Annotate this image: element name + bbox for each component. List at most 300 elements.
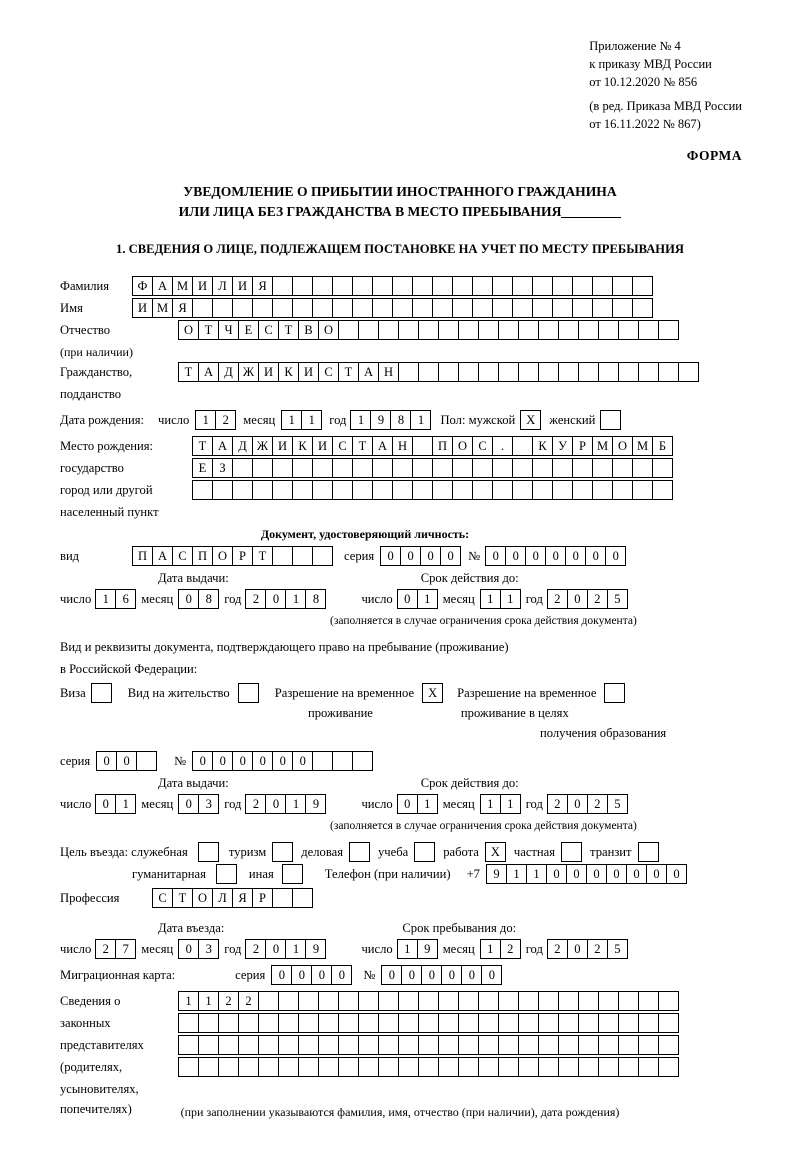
birth-year-cells[interactable]: [350, 410, 430, 430]
form-cell[interactable]: [278, 1035, 299, 1055]
form-cell[interactable]: 0: [565, 546, 586, 566]
form-cell[interactable]: [258, 1057, 279, 1077]
form-cell[interactable]: [558, 362, 579, 382]
form-cell[interactable]: [498, 362, 519, 382]
form-cell[interactable]: М: [632, 436, 653, 456]
form-cell[interactable]: 0: [252, 751, 273, 771]
form-cell[interactable]: 5: [607, 939, 628, 959]
form-cell[interactable]: 1: [480, 794, 501, 814]
form-cell[interactable]: [392, 298, 413, 318]
surname-cells[interactable]: [132, 276, 652, 296]
form-cell[interactable]: 3: [198, 794, 219, 814]
form-cell[interactable]: [418, 991, 439, 1011]
form-cell[interactable]: [332, 480, 353, 500]
form-cell[interactable]: [618, 320, 639, 340]
doc-series-cells[interactable]: [380, 546, 460, 566]
form-cell[interactable]: [532, 458, 553, 478]
form-cell[interactable]: С: [152, 888, 173, 908]
form-cell[interactable]: Н: [378, 362, 399, 382]
form-cell[interactable]: [352, 276, 373, 296]
checkbox-purpose-tourism[interactable]: [272, 842, 293, 862]
form-cell[interactable]: [352, 480, 373, 500]
form-cell[interactable]: 1: [95, 589, 116, 609]
form-cell[interactable]: 2: [238, 991, 259, 1011]
form-cell[interactable]: [478, 362, 499, 382]
form-cell[interactable]: [292, 888, 313, 908]
checkbox-purpose-transit[interactable]: [638, 842, 659, 862]
form-cell[interactable]: [418, 320, 439, 340]
form-cell[interactable]: [338, 320, 359, 340]
form-cell[interactable]: [352, 298, 373, 318]
form-cell[interactable]: И: [312, 436, 333, 456]
form-cell[interactable]: [618, 362, 639, 382]
form-cell[interactable]: [278, 1057, 299, 1077]
form-cell[interactable]: [378, 991, 399, 1011]
form-cell[interactable]: 2: [245, 794, 266, 814]
form-cell[interactable]: 0: [311, 965, 332, 985]
form-cell[interactable]: 5: [607, 589, 628, 609]
form-cell[interactable]: Л: [212, 888, 233, 908]
form-cell[interactable]: [598, 1035, 619, 1055]
stay-issue-month-cells[interactable]: [178, 794, 218, 814]
form-cell[interactable]: [438, 320, 459, 340]
form-cell[interactable]: [558, 320, 579, 340]
form-cell[interactable]: 2: [245, 589, 266, 609]
form-cell[interactable]: [518, 362, 539, 382]
form-cell[interactable]: 1: [417, 794, 438, 814]
stay-valid-day-cells[interactable]: [397, 794, 437, 814]
form-cell[interactable]: А: [358, 362, 379, 382]
form-cell[interactable]: [232, 480, 253, 500]
form-cell[interactable]: 0: [585, 546, 606, 566]
form-cell[interactable]: 1: [285, 589, 306, 609]
form-cell[interactable]: [518, 1013, 539, 1033]
form-cell[interactable]: [478, 1035, 499, 1055]
form-cell[interactable]: Я: [172, 298, 193, 318]
form-cell[interactable]: 0: [546, 864, 567, 884]
form-cell[interactable]: [652, 458, 673, 478]
form-cell[interactable]: [538, 1035, 559, 1055]
form-cell[interactable]: [632, 458, 653, 478]
legal-row-2-cells[interactable]: [178, 1013, 678, 1033]
form-cell[interactable]: 0: [567, 939, 588, 959]
doc-valid-year-cells[interactable]: [547, 589, 627, 609]
patronymic-cells[interactable]: [178, 320, 678, 340]
form-cell[interactable]: [298, 1013, 319, 1033]
form-cell[interactable]: [272, 480, 293, 500]
form-cell[interactable]: [638, 320, 659, 340]
form-cell[interactable]: 0: [420, 546, 441, 566]
form-cell[interactable]: 2: [547, 939, 568, 959]
birth-place-row-1-cells[interactable]: [192, 436, 672, 456]
form-cell[interactable]: Н: [392, 436, 413, 456]
checkbox-purpose-service[interactable]: [198, 842, 219, 862]
form-cell[interactable]: [552, 480, 573, 500]
form-cell[interactable]: [572, 276, 593, 296]
form-cell[interactable]: [492, 458, 513, 478]
form-cell[interactable]: [338, 1013, 359, 1033]
form-cell[interactable]: [392, 480, 413, 500]
form-cell[interactable]: [618, 991, 639, 1011]
form-cell[interactable]: [472, 458, 493, 478]
form-cell[interactable]: 0: [95, 794, 116, 814]
form-cell[interactable]: 0: [380, 546, 401, 566]
form-cell[interactable]: 6: [115, 589, 136, 609]
form-cell[interactable]: [392, 458, 413, 478]
form-cell[interactable]: [238, 1035, 259, 1055]
stay-number-cells[interactable]: [192, 751, 372, 771]
form-cell[interactable]: 1: [195, 410, 216, 430]
form-cell[interactable]: Ж: [252, 436, 273, 456]
form-cell[interactable]: [638, 1057, 659, 1077]
doc-valid-month-cells[interactable]: [480, 589, 520, 609]
form-cell[interactable]: [458, 320, 479, 340]
form-cell[interactable]: З: [212, 458, 233, 478]
form-cell[interactable]: И: [298, 362, 319, 382]
form-cell[interactable]: 0: [461, 965, 482, 985]
form-cell[interactable]: [552, 298, 573, 318]
form-cell[interactable]: О: [192, 888, 213, 908]
form-cell[interactable]: [652, 480, 673, 500]
form-cell[interactable]: М: [592, 436, 613, 456]
form-cell[interactable]: [538, 1057, 559, 1077]
form-cell[interactable]: [398, 1035, 419, 1055]
form-cell[interactable]: [592, 458, 613, 478]
form-cell[interactable]: К: [278, 362, 299, 382]
form-cell[interactable]: [658, 320, 679, 340]
form-cell[interactable]: [438, 362, 459, 382]
form-cell[interactable]: 0: [178, 939, 199, 959]
form-cell[interactable]: 1: [480, 589, 501, 609]
form-cell[interactable]: [136, 751, 157, 771]
form-cell[interactable]: 2: [95, 939, 116, 959]
form-cell[interactable]: [398, 362, 419, 382]
form-cell[interactable]: Я: [232, 888, 253, 908]
form-cell[interactable]: [452, 276, 473, 296]
form-cell[interactable]: [498, 1057, 519, 1077]
stay-until-day-cells[interactable]: [397, 939, 437, 959]
form-cell[interactable]: [178, 1013, 199, 1033]
form-cell[interactable]: 0: [606, 864, 627, 884]
form-cell[interactable]: 0: [381, 965, 402, 985]
form-cell[interactable]: Ч: [218, 320, 239, 340]
form-cell[interactable]: [512, 298, 533, 318]
form-cell[interactable]: 0: [265, 589, 286, 609]
form-cell[interactable]: 1: [526, 864, 547, 884]
form-cell[interactable]: [598, 1013, 619, 1033]
form-cell[interactable]: 0: [116, 751, 137, 771]
form-cell[interactable]: А: [198, 362, 219, 382]
form-cell[interactable]: [318, 991, 339, 1011]
form-cell[interactable]: 0: [232, 751, 253, 771]
form-cell[interactable]: У: [552, 436, 573, 456]
stay-valid-month-cells[interactable]: [480, 794, 520, 814]
form-cell[interactable]: [398, 1057, 419, 1077]
form-cell[interactable]: [412, 458, 433, 478]
form-cell[interactable]: 9: [305, 939, 326, 959]
form-cell[interactable]: 1: [500, 794, 521, 814]
checkbox-purpose-private[interactable]: [561, 842, 582, 862]
form-cell[interactable]: [372, 276, 393, 296]
form-cell[interactable]: [558, 991, 579, 1011]
form-cell[interactable]: [598, 991, 619, 1011]
form-cell[interactable]: Я: [252, 276, 273, 296]
form-cell[interactable]: [292, 298, 313, 318]
phone-cells[interactable]: [486, 864, 686, 884]
form-cell[interactable]: [478, 1057, 499, 1077]
form-cell[interactable]: [578, 320, 599, 340]
form-cell[interactable]: [332, 298, 353, 318]
form-cell[interactable]: [352, 751, 373, 771]
form-cell[interactable]: [532, 480, 553, 500]
form-cell[interactable]: [198, 1035, 219, 1055]
form-cell[interactable]: [512, 458, 533, 478]
form-cell[interactable]: 0: [265, 939, 286, 959]
form-cell[interactable]: [512, 480, 533, 500]
form-cell[interactable]: [418, 1013, 439, 1033]
form-cell[interactable]: [412, 436, 433, 456]
form-cell[interactable]: 0: [525, 546, 546, 566]
form-cell[interactable]: К: [292, 436, 313, 456]
form-cell[interactable]: 9: [370, 410, 391, 430]
form-cell[interactable]: [472, 276, 493, 296]
form-cell[interactable]: 2: [218, 991, 239, 1011]
form-cell[interactable]: Б: [652, 436, 673, 456]
form-cell[interactable]: [418, 1035, 439, 1055]
checkbox-purpose-work[interactable]: Х: [485, 842, 506, 862]
doc-valid-day-cells[interactable]: [397, 589, 437, 609]
form-cell[interactable]: Ф: [132, 276, 153, 296]
form-cell[interactable]: [572, 480, 593, 500]
form-cell[interactable]: [658, 991, 679, 1011]
checkbox-purpose-humanitarian[interactable]: [216, 864, 237, 884]
form-cell[interactable]: 0: [192, 751, 213, 771]
form-cell[interactable]: 0: [505, 546, 526, 566]
form-cell[interactable]: 0: [265, 794, 286, 814]
form-cell[interactable]: [298, 1035, 319, 1055]
name-cells[interactable]: [132, 298, 652, 318]
form-cell[interactable]: [578, 362, 599, 382]
form-cell[interactable]: 0: [400, 546, 421, 566]
form-cell[interactable]: [358, 1013, 379, 1033]
form-cell[interactable]: С: [258, 320, 279, 340]
form-cell[interactable]: [572, 298, 593, 318]
form-cell[interactable]: И: [258, 362, 279, 382]
form-cell[interactable]: [518, 320, 539, 340]
form-cell[interactable]: 0: [440, 546, 461, 566]
mig-number-cells[interactable]: [381, 965, 501, 985]
form-cell[interactable]: 2: [587, 794, 608, 814]
form-cell[interactable]: [232, 298, 253, 318]
stay-issue-year-cells[interactable]: [245, 794, 325, 814]
form-cell[interactable]: 8: [390, 410, 411, 430]
form-cell[interactable]: Ж: [238, 362, 259, 382]
form-cell[interactable]: 7: [115, 939, 136, 959]
form-cell[interactable]: П: [432, 436, 453, 456]
form-cell[interactable]: [578, 1035, 599, 1055]
form-cell[interactable]: [592, 298, 613, 318]
form-cell[interactable]: 0: [178, 794, 199, 814]
form-cell[interactable]: И: [272, 436, 293, 456]
form-cell[interactable]: [612, 298, 633, 318]
form-cell[interactable]: [372, 458, 393, 478]
birth-day-cells[interactable]: [195, 410, 235, 430]
form-cell[interactable]: 1: [480, 939, 501, 959]
form-cell[interactable]: Т: [192, 436, 213, 456]
form-cell[interactable]: [558, 1013, 579, 1033]
form-cell[interactable]: [338, 1035, 359, 1055]
form-cell[interactable]: [498, 1035, 519, 1055]
form-cell[interactable]: Р: [572, 436, 593, 456]
form-cell[interactable]: 2: [547, 589, 568, 609]
form-cell[interactable]: 2: [587, 589, 608, 609]
form-cell[interactable]: [452, 298, 473, 318]
form-cell[interactable]: [492, 298, 513, 318]
form-cell[interactable]: Т: [352, 436, 373, 456]
form-cell[interactable]: 0: [331, 965, 352, 985]
form-cell[interactable]: [412, 276, 433, 296]
form-cell[interactable]: [498, 991, 519, 1011]
form-cell[interactable]: [658, 1035, 679, 1055]
form-cell[interactable]: [252, 480, 273, 500]
form-cell[interactable]: [432, 298, 453, 318]
stay-until-month-cells[interactable]: [480, 939, 520, 959]
form-cell[interactable]: [532, 276, 553, 296]
form-cell[interactable]: О: [318, 320, 339, 340]
form-cell[interactable]: 0: [481, 965, 502, 985]
stay-valid-year-cells[interactable]: [547, 794, 627, 814]
form-cell[interactable]: [558, 1035, 579, 1055]
form-cell[interactable]: 1: [410, 410, 431, 430]
form-cell[interactable]: [552, 276, 573, 296]
form-cell[interactable]: [312, 751, 333, 771]
form-cell[interactable]: [478, 991, 499, 1011]
form-cell[interactable]: .: [492, 436, 513, 456]
form-cell[interactable]: [538, 320, 559, 340]
form-cell[interactable]: [452, 480, 473, 500]
form-cell[interactable]: 0: [666, 864, 687, 884]
form-cell[interactable]: [238, 1057, 259, 1077]
form-cell[interactable]: [658, 1057, 679, 1077]
checkbox-purpose-study[interactable]: [414, 842, 435, 862]
form-cell[interactable]: 2: [587, 939, 608, 959]
form-cell[interactable]: [658, 1013, 679, 1033]
form-cell[interactable]: А: [212, 436, 233, 456]
form-cell[interactable]: 1: [281, 410, 302, 430]
form-cell[interactable]: [632, 480, 653, 500]
form-cell[interactable]: [218, 1013, 239, 1033]
form-cell[interactable]: [272, 276, 293, 296]
form-cell[interactable]: [458, 1057, 479, 1077]
form-cell[interactable]: [618, 1057, 639, 1077]
form-cell[interactable]: С: [472, 436, 493, 456]
form-cell[interactable]: П: [192, 546, 213, 566]
form-cell[interactable]: [518, 991, 539, 1011]
form-cell[interactable]: 0: [178, 589, 199, 609]
form-cell[interactable]: Р: [252, 888, 273, 908]
form-cell[interactable]: [278, 991, 299, 1011]
form-cell[interactable]: [412, 298, 433, 318]
form-cell[interactable]: 0: [291, 965, 312, 985]
form-cell[interactable]: [272, 888, 293, 908]
form-cell[interactable]: [532, 298, 553, 318]
form-cell[interactable]: [212, 298, 233, 318]
form-cell[interactable]: 1: [198, 991, 219, 1011]
form-cell[interactable]: С: [332, 436, 353, 456]
form-cell[interactable]: [312, 298, 333, 318]
form-cell[interactable]: [618, 1035, 639, 1055]
form-cell[interactable]: [658, 362, 679, 382]
form-cell[interactable]: [258, 1035, 279, 1055]
form-cell[interactable]: 0: [397, 589, 418, 609]
form-cell[interactable]: 2: [215, 410, 236, 430]
form-cell[interactable]: [198, 1057, 219, 1077]
form-cell[interactable]: [578, 991, 599, 1011]
birth-month-cells[interactable]: [281, 410, 321, 430]
form-cell[interactable]: [592, 276, 613, 296]
checkbox-purpose-other[interactable]: [282, 864, 303, 884]
form-cell[interactable]: [318, 1035, 339, 1055]
form-cell[interactable]: [578, 1057, 599, 1077]
form-cell[interactable]: [358, 1035, 379, 1055]
form-cell[interactable]: А: [152, 546, 173, 566]
form-cell[interactable]: [612, 480, 633, 500]
form-cell[interactable]: [332, 276, 353, 296]
form-cell[interactable]: 0: [292, 751, 313, 771]
birth-place-row-3-cells[interactable]: [192, 480, 672, 500]
checkbox-male[interactable]: Х: [520, 410, 541, 430]
form-cell[interactable]: [512, 436, 533, 456]
form-cell[interactable]: И: [192, 276, 213, 296]
form-cell[interactable]: И: [232, 276, 253, 296]
form-cell[interactable]: [438, 1013, 459, 1033]
form-cell[interactable]: [272, 458, 293, 478]
form-cell[interactable]: [338, 991, 359, 1011]
form-cell[interactable]: О: [612, 436, 633, 456]
form-cell[interactable]: [678, 362, 699, 382]
form-cell[interactable]: [312, 458, 333, 478]
form-cell[interactable]: [578, 1013, 599, 1033]
form-cell[interactable]: [432, 276, 453, 296]
form-cell[interactable]: [378, 320, 399, 340]
form-cell[interactable]: 0: [397, 794, 418, 814]
form-cell[interactable]: [372, 480, 393, 500]
form-cell[interactable]: [472, 298, 493, 318]
form-cell[interactable]: В: [298, 320, 319, 340]
form-cell[interactable]: [358, 991, 379, 1011]
form-cell[interactable]: [618, 1013, 639, 1033]
form-cell[interactable]: П: [132, 546, 153, 566]
form-cell[interactable]: [572, 458, 593, 478]
form-cell[interactable]: [198, 1013, 219, 1033]
form-cell[interactable]: 9: [486, 864, 507, 884]
form-cell[interactable]: [458, 362, 479, 382]
entry-day-cells[interactable]: [95, 939, 135, 959]
form-cell[interactable]: [552, 458, 573, 478]
form-cell[interactable]: [358, 320, 379, 340]
checkbox-edu-res[interactable]: [604, 683, 625, 703]
form-cell[interactable]: 0: [421, 965, 442, 985]
form-cell[interactable]: [638, 1035, 659, 1055]
profession-cells[interactable]: [152, 888, 312, 908]
form-cell[interactable]: [258, 1013, 279, 1033]
stay-until-year-cells[interactable]: [547, 939, 627, 959]
form-cell[interactable]: 2: [500, 939, 521, 959]
form-cell[interactable]: [212, 480, 233, 500]
form-cell[interactable]: [518, 1057, 539, 1077]
checkbox-visa[interactable]: [91, 683, 112, 703]
form-cell[interactable]: 9: [305, 794, 326, 814]
